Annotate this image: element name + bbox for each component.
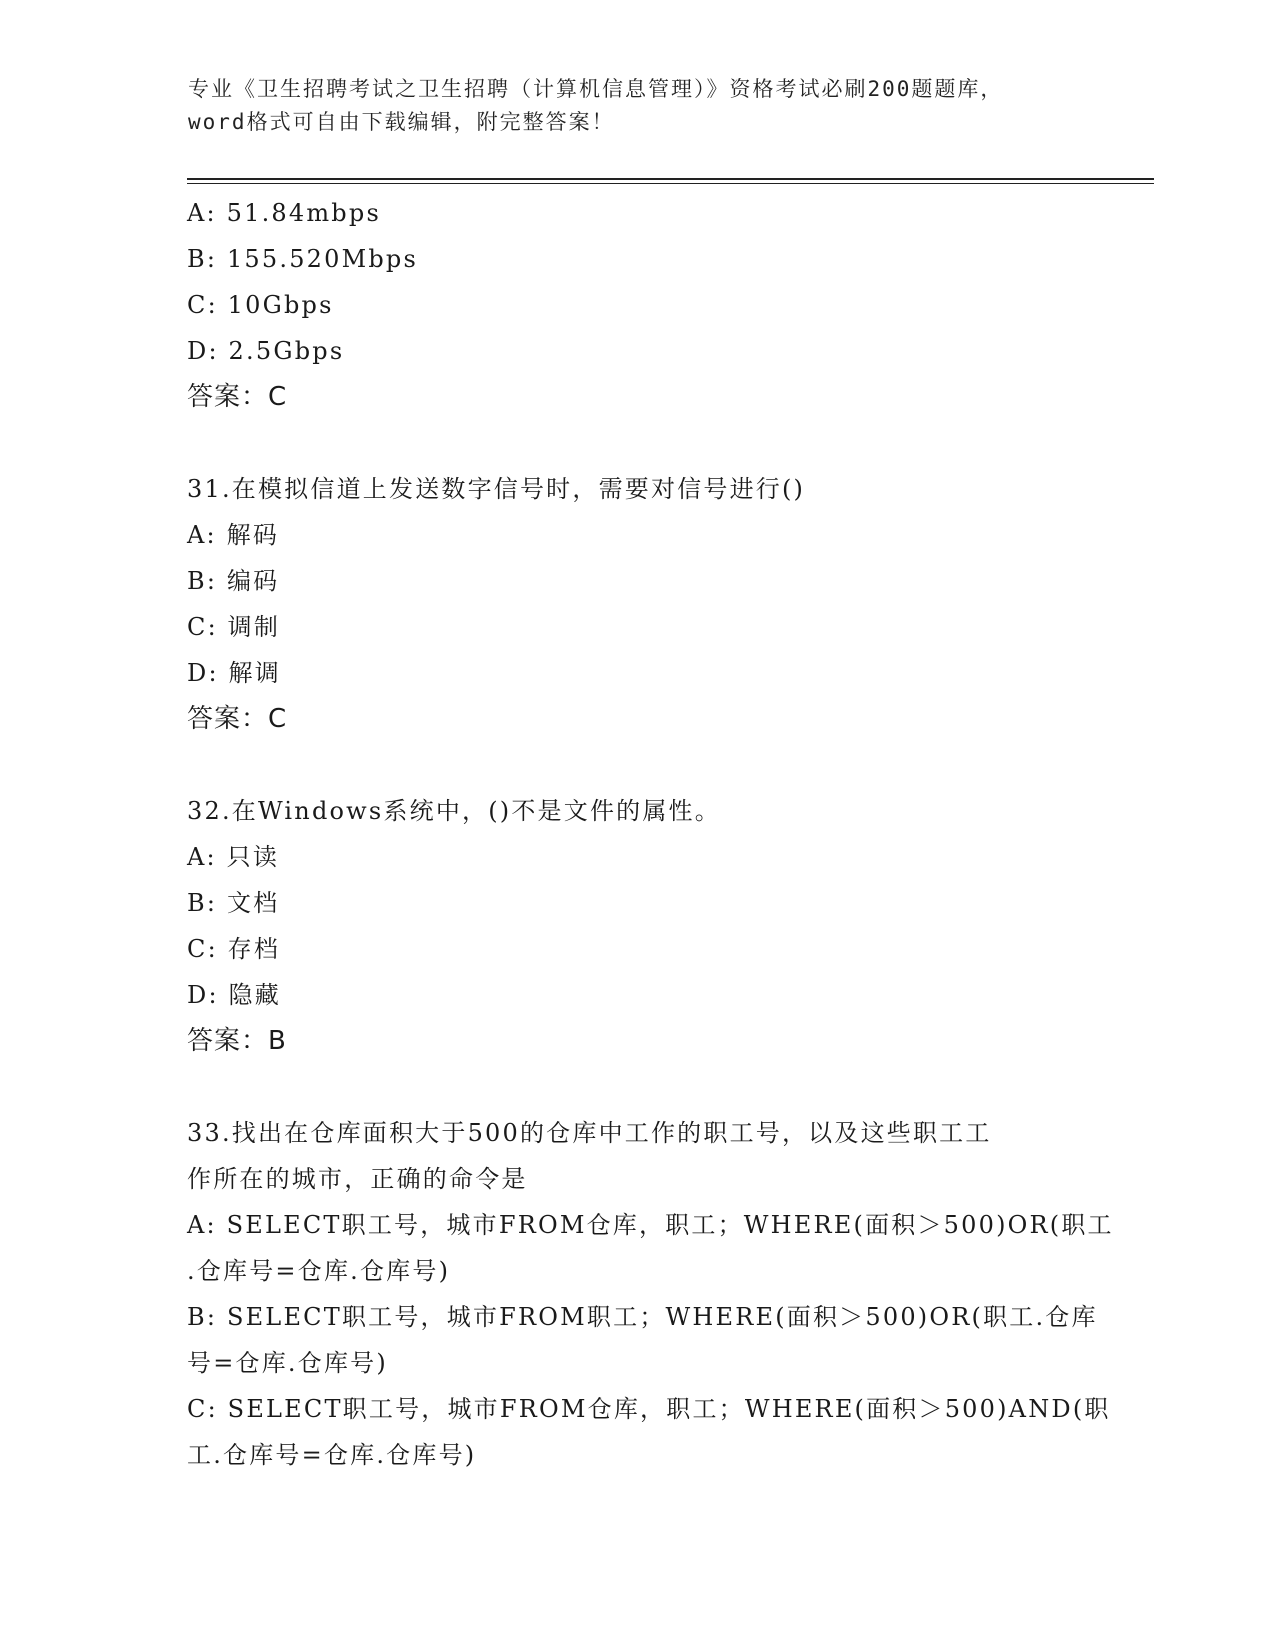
- question-block-33: [187, 1110, 1114, 1478]
- header-divider-thin: [187, 183, 1154, 184]
- header-line-1: 专业《卫生招聘考试之卫生招聘（计算机信息管理）》资格考试必刷200题题库，: [188, 77, 1004, 101]
- option-b: B: 文档: [187, 889, 280, 917]
- option-a-line-2: .仓库号=仓库.仓库号): [187, 1257, 451, 1285]
- option-c: C: 存档: [187, 935, 281, 963]
- option-c: C: 10Gbps: [187, 291, 334, 319]
- question-text-line-2: 作所在的城市，正确的命令是: [187, 1165, 528, 1193]
- question-text-line-1: 33.找出在仓库面积大于500的仓库中工作的职工号，以及这些职工工: [187, 1119, 992, 1147]
- question-text: 32.在Windows系统中，()不是文件的属性。: [187, 797, 721, 825]
- question-block-32: [187, 788, 1087, 1064]
- option-b: B: 155.520Mbps: [187, 245, 419, 273]
- header-divider-thick: [187, 178, 1154, 180]
- option-d: D: 2.5Gbps: [187, 337, 345, 365]
- question-content: [187, 190, 1114, 1478]
- option-b-line-1: B: SELECT职工号，城市FROM职工；WHERE(面积＞500)OR(职工.仓库: [187, 1303, 1098, 1331]
- spacer: [187, 1064, 1087, 1110]
- document-header: [188, 73, 1088, 139]
- option-b-line-2: 号=仓库.仓库号): [187, 1349, 388, 1377]
- option-c-line-1: C: SELECT职工号，城市FROM仓库，职工；WHERE(面积＞500)AND(职: [187, 1395, 1111, 1423]
- option-d: D: 解调: [187, 659, 281, 687]
- question-block-31: [187, 466, 1087, 742]
- option-c-line-2: 工.仓库号=仓库.仓库号): [187, 1441, 477, 1469]
- option-a-line-1: A: SELECT职工号，城市FROM仓库，职工；WHERE(面积＞500)OR(职工: [187, 1211, 1114, 1239]
- option-c: C: 调制: [187, 613, 281, 641]
- option-a: A: 51.84mbps: [187, 199, 381, 227]
- answer-line: 答案：C: [187, 704, 288, 734]
- option-b: B: 编码: [187, 567, 280, 595]
- question-block-30: [187, 190, 1087, 420]
- header-line-2: word格式可自由下载编辑，附完整答案！: [188, 110, 615, 134]
- answer-line: 答案：B: [187, 1026, 287, 1056]
- question-text: 31.在模拟信道上发送数字信号时，需要对信号进行(): [187, 475, 806, 503]
- option-d: D: 隐藏: [187, 981, 281, 1009]
- spacer: [187, 420, 1087, 466]
- answer-line: 答案：C: [187, 382, 288, 412]
- spacer: [187, 742, 1087, 788]
- option-a: A: 解码: [187, 521, 280, 549]
- option-a: A: 只读: [187, 843, 280, 871]
